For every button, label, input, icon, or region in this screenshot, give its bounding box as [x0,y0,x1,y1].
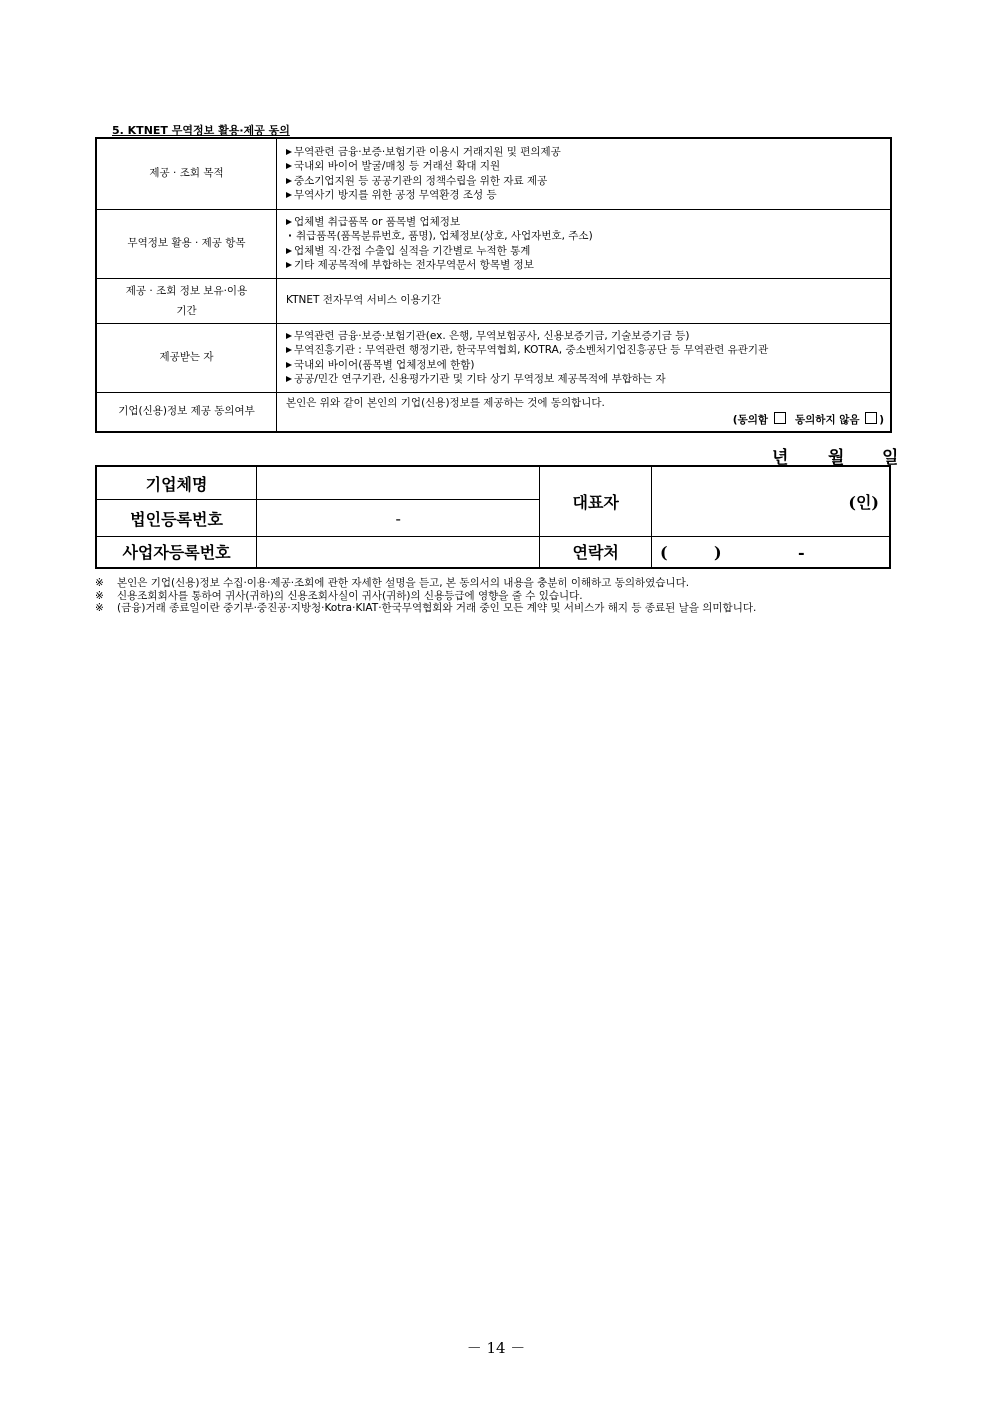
triangle-bullet-icon [286,248,292,254]
recipient-item: 국내외 바이어(품목별 업체정보에 한함) [286,358,884,373]
note-item [95,590,895,603]
purpose-item: 중소기업지원 등 공공기관의 정책수립을 위한 자료 제공 [286,174,884,189]
note-text: (금융)거래 종료일이란 중기부·중진공·지방청·Kotra·KIAT·한국무역협회와 거래 중인 모든 계약 및 서비스가 해지 등 종료된 날을 의미합니다. [117,602,757,614]
triangle-bullet-icon [286,219,292,225]
note-mark: ※ [95,577,104,589]
recipients-row [96,323,891,392]
triangle-bullet-icon [286,178,292,184]
triangle-bullet-icon [286,333,292,339]
corp-reg-field[interactable] [257,500,540,537]
purpose-item: 무역사기 방지를 위한 공정 무역환경 조성 등 [286,188,884,203]
recipients-content [277,323,892,392]
triangle-bullet-icon [286,376,292,382]
note-mark: ※ [95,589,104,602]
company-name-field[interactable] [257,466,540,500]
period-label-line: 기간 [176,304,197,317]
items-line: · 취급품목(품목분류번호, 품명), 업체정보(상호, 사업자번호, 주소) [288,230,593,242]
items-row [96,209,891,278]
contact-paren-open: ( [660,542,668,562]
disagree-label: 동의하지 않음 [795,414,860,426]
contact-dash: - [798,542,805,562]
note-text: 신용조회회사를 통하여 귀사(귀하)의 신용조회사실이 귀사(귀하)의 신용등급에 영향을 줄 수 있습니다. [117,589,583,602]
consent-label: 기업(신용)정보 제공 동의여부 [96,392,277,432]
page-number: － 14 － [466,1339,526,1357]
recipient-item: 무역진흥기관 : 무역관련 행정기관, 한국무역협회, KOTRA, 중소벤처기업진흥공단 등 무역관련 유관기관 [286,343,884,358]
corp-reg-label: 법인등록번호 [96,500,257,537]
recipients-label: 제공받는 자 [96,323,277,392]
agree-checkbox[interactable] [774,412,786,424]
purpose-row [96,138,891,209]
triangle-bullet-icon [286,192,292,198]
items-line: 기타 제공목적에 부합하는 전자무역문서 항목별 정보 [286,258,884,273]
corp-reg-dash: - [395,508,401,528]
disagree-checkbox[interactable] [865,412,877,424]
seal-mark: (인) [848,492,879,512]
date-month: 월 [828,448,845,468]
recipient-item: 공공/민간 연구기관, 신용평가기관 및 기타 상기 무역정보 제공목적에 부합하는 자 [286,372,884,387]
purpose-item: 국내외 바이어 발굴/매칭 등 거래선 확대 지원 [286,159,884,174]
period-content: KTNET 전자무역 서비스 이용기간 [277,278,892,323]
triangle-bullet-icon [286,347,292,353]
note-item [95,577,895,590]
items-label: 무역정보 활용 · 제공 항목 [96,209,277,278]
items-line: 업체별 취급품목 or 품목별 업체정보 [286,215,884,230]
consent-statement: 본인은 위와 같이 본인의 기업(신용)정보를 제공하는 것에 동의합니다. [286,396,605,409]
date-day: 일 [882,448,899,468]
purpose-item: 무역관련 금융·보증·보험기관 이용시 거래지원 및 편의제공 [286,145,884,160]
triangle-bullet-icon [286,149,292,155]
period-row [96,278,891,323]
purpose-content [277,138,892,209]
period-label [96,278,277,323]
applicant-info-table [95,465,891,569]
period-label-line: 제공 · 조회 정보 보유·이용 [125,284,248,297]
notes [95,577,895,615]
biz-reg-field[interactable] [257,536,540,568]
triangle-bullet-icon [286,163,292,169]
contact-paren-close: ) [714,542,722,562]
consent-content [277,392,892,432]
dot-bullet-icon: · [288,230,292,242]
items-content [277,209,892,278]
note-text: 본인은 기업(신용)정보 수집·이용·제공·조회에 관한 자세한 설명을 듣고, 본 동의서의 내용을 충분히 이해하고 동의하였습니다. [117,577,690,589]
agree-options: (동의함 동의하지 않음 ) [732,414,884,426]
agree-label: 동의함 [737,414,769,426]
info-row [96,466,890,500]
info-row [96,536,890,568]
note-mark: ※ [95,602,104,614]
purpose-label: 제공 · 조회 목적 [96,138,277,209]
consent-row [96,392,891,432]
section-title: 5. KTNET 무역정보 활용·제공 동의 [112,124,290,137]
biz-reg-label: 사업자등록번호 [96,536,257,568]
note-item [95,602,895,615]
recipient-item: 무역관련 금융·보증·보험기관(ex. 은행, 무역보험공사, 신용보증기금, 기술보증기금 등) [286,329,884,344]
items-line: 업체별 직·간접 수출입 실적을 기간별로 누적한 통계 [286,244,884,259]
contact-field[interactable] [652,536,890,568]
consent-table [95,137,892,433]
date-year: 년 [772,448,789,468]
representative-label: 대표자 [540,466,652,536]
contact-label: 연락처 [540,536,652,568]
company-name-label: 기업체명 [96,466,257,500]
representative-field[interactable] [652,466,890,536]
triangle-bullet-icon [286,362,292,368]
triangle-bullet-icon [286,262,292,268]
